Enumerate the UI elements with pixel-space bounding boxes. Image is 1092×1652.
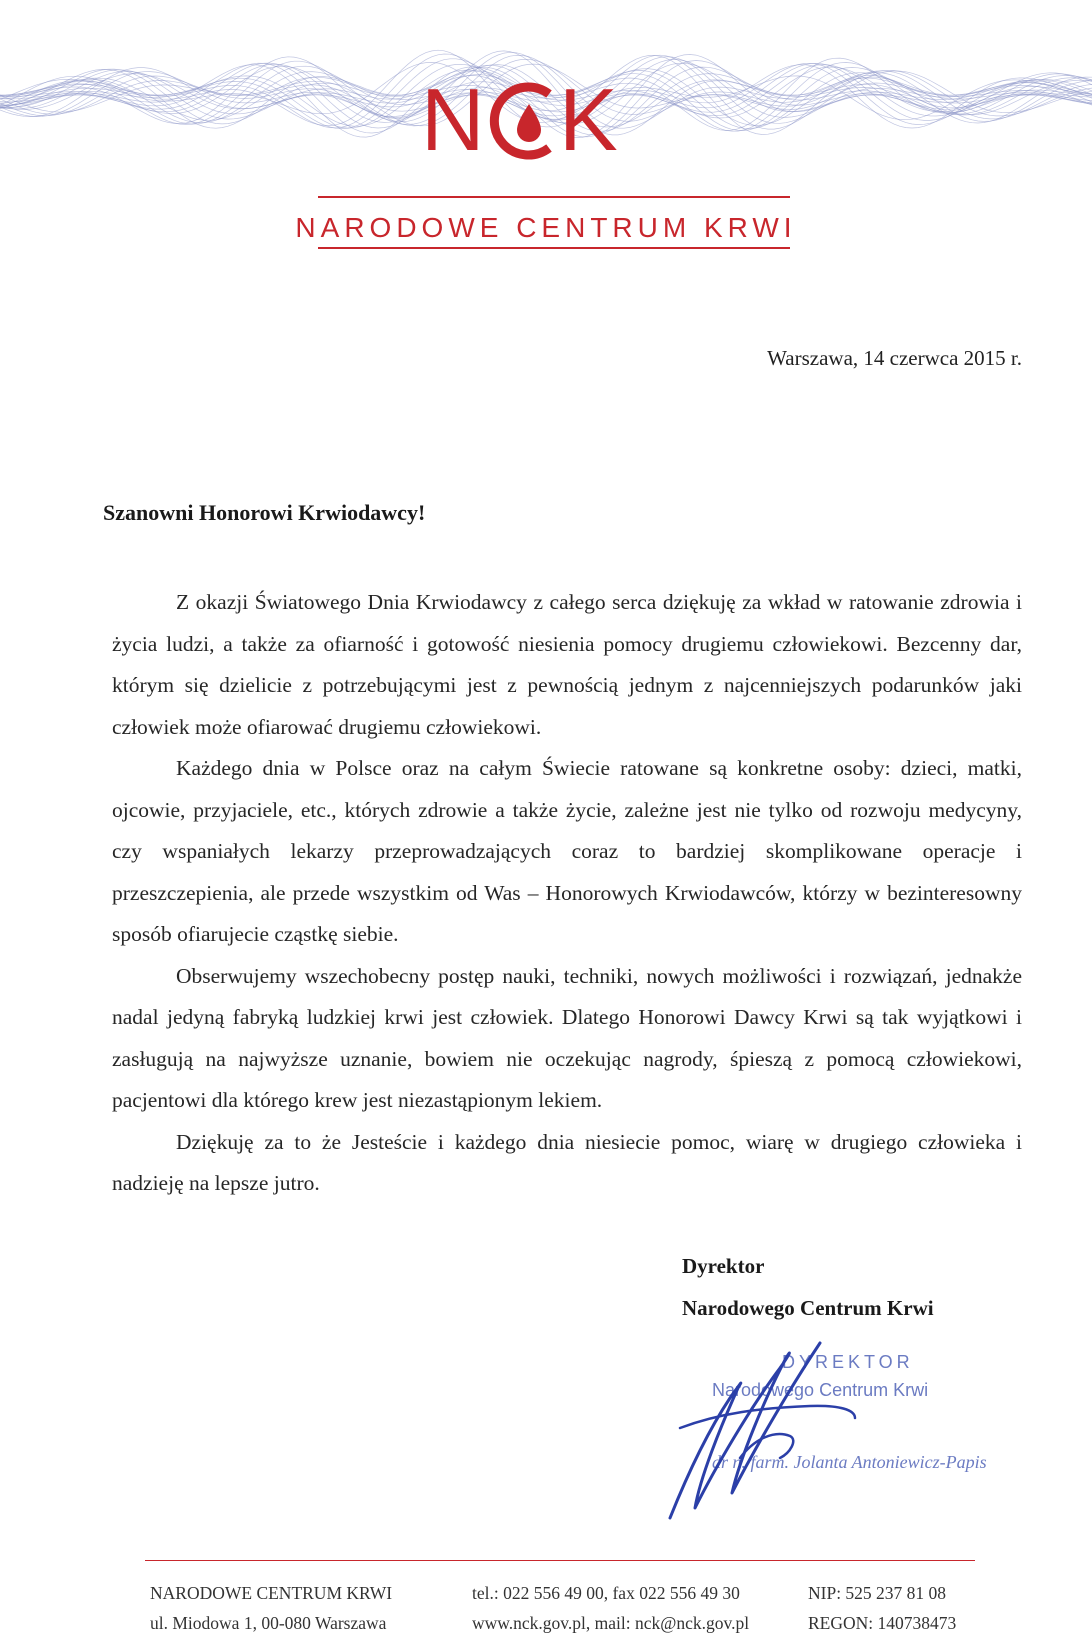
footer-col-contact	[472, 1578, 749, 1638]
footer-rule	[145, 1560, 975, 1561]
salutation: Szanowni Honorowi Krwiodawcy!	[103, 500, 426, 525]
signatory-title: Dyrektor	[682, 1254, 765, 1278]
footer-nip: NIP: 525 237 81 08	[808, 1583, 947, 1603]
paragraph: Obserwujemy wszechobecny postęp nauki, techniki, nowych możliwości i rozwiązań, jednakże nadal jedyną fabryką ludzkiej krwi jest człowiek. Dlatego Honorowi Dawcy Krwi są tak wyjątkowi i zasługują na najwyższe uznanie, bowiem nie oczekując nagrody, śpieszą z pomocą człowiekowi, pacjentowi dla którego krew jest niezastąpionym lekiem.	[112, 963, 1022, 1112]
org-name: NARODOWE CENTRUM KRWI	[295, 212, 797, 243]
stamp-name: dr n. farm. Jolanta Antoniewicz-Papis	[712, 1452, 987, 1472]
footer-col-ids	[808, 1578, 956, 1638]
letter-body	[112, 582, 1022, 1205]
header-rule-bottom	[318, 247, 790, 249]
nck-logo-mark	[421, 72, 671, 162]
footer-org-name: NARODOWE CENTRUM KRWI	[150, 1583, 393, 1603]
footer-phone: tel.: 022 556 49 00, fax 022 556 49 30	[472, 1583, 740, 1603]
header-rule-top	[318, 196, 790, 198]
paragraph: Każdego dnia w Polsce oraz na całym Świecie ratowane są konkretne osoby: dzieci, matki, ojcowie, przyjaciele, etc., których zdrowie a także życie, zależne jest nie tylko od rozwoju medycyny, czy wspaniałych lekarzy przeprowadzających coraz to bardziej skomplikowane operacje i przeszczepienia, ale przede wszystkim od Was – Honorowych Krwiodawców, którzy w bezinteresowny sposób ofiarujecie cząstkę siebie.	[112, 756, 1022, 946]
svg-text:K: K	[559, 72, 616, 162]
stamp-organization: Narodowego Centrum Krwi	[712, 1380, 929, 1400]
handwritten-signature	[640, 1318, 900, 1528]
signatory-organization: Narodowego Centrum Krwi	[682, 1296, 934, 1320]
footer-regon: REGON: 140738473	[808, 1613, 957, 1633]
nck-logo	[0, 72, 1092, 176]
paragraph: Dziękuję za to że Jesteście i każdego dnia niesiecie pomoc, wiarę w drugiego człowieka i nadzieję na lepsze jutro.	[112, 1129, 1022, 1195]
svg-text:N: N	[421, 72, 483, 162]
letter-date: Warszawa, 14 czerwca 2015 r.	[767, 346, 1022, 370]
footer-web: www.nck.gov.pl, mail: nck@nck.gov.pl	[472, 1613, 750, 1633]
stamp-title: DYREKTOR	[782, 1352, 914, 1372]
footer-address: ul. Miodowa 1, 00-080 Warszawa	[150, 1613, 387, 1633]
paragraph: Z okazji Światowego Dnia Krwiodawcy z całego serca dziękuję za wkład w ratowanie zdrowia i życia ludzi, a także za ofiarność i gotowość niesienia pomocy drugiemu człowiekowi. Bezcenny dar, którym się dzielicie z potrzebującymi jest z pewnością jednym z najcenniejszych podarunków jaki człowiek może ofiarować drugiemu człowiekowi.	[112, 590, 1022, 739]
footer-col-address	[150, 1578, 392, 1638]
